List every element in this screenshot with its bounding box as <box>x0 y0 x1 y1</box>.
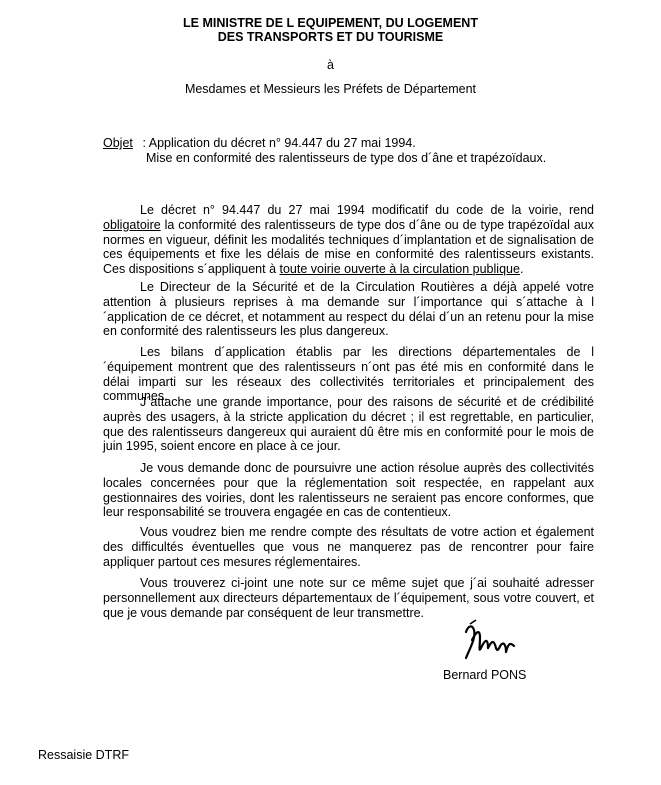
subject-line2: Mise en conformité des ralentisseurs de type dos d´âne et trapézoïdaux. <box>146 151 547 165</box>
signatory-name: Bernard PONS <box>443 668 527 682</box>
paragraph-1-emphasis-voirie: toute voirie ouverte à la circulation publique <box>279 262 520 277</box>
paragraph-6: Vous voudrez bien me rendre compte des résultats de votre action et également des difficultés éventuelles que vous ne manquerez pas de rencontrer pour faire appliquer partout ces mesures réglementaires. <box>103 525 594 569</box>
paragraph-2: Le Directeur de la Sécurité et de la Circulation Routières a déjà appelé votre attention à plusieurs reprises à ma demande sur l´importance qui s´attache à l´application de ce décret, et notamment au respect du délai d´un an retenu pour la mise en conformité des ralentisseurs les plus dangereux. <box>103 280 594 339</box>
paragraph-7: Vous trouverez ci-joint une note sur ce même sujet que j´ai souhaité adresser personnellement aux directeurs départementaux de l´équipement, sous votre couvert, et que je vous demande par conséquent de leur transmettre. <box>103 576 594 620</box>
paragraph-1-text-c: . <box>519 262 524 277</box>
sender-title-line1: LE MINISTRE DE L EQUIPEMENT, DU LOGEMENT <box>183 16 478 30</box>
paragraph-3: Les bilans d´application établis par les directions départementales de l´équipement montrent que des ralentisseurs n´ont pas été mis en conformité dans le délai imparti sur les réseaux des collectivités territoriales et principalement des communes. <box>103 345 594 404</box>
paragraph-1-text-b: la conformité des ralentisseurs de type dos d´âne ou de type trapézoïdal aux normes en vigueur, définit les modalités techniques d´implantation et de signalisation de ces équipements et fixe les délais de mise en conformité des ralentisseurs existants. Ces dispositions s´appliquent à <box>103 217 594 277</box>
subject-separator: : <box>142 136 146 150</box>
paragraph-1-text-a: Le décret n° 94.447 du 27 mai 1994 modificatif du code de la voirie, rend <box>140 203 594 217</box>
handwritten-signature <box>458 618 518 666</box>
paragraph-1 <box>103 203 594 277</box>
subject-label: Objet <box>103 136 133 150</box>
addressee: Mesdames et Messieurs les Préfets de Département <box>184 82 477 96</box>
paragraph-1-emphasis-obligatoire: obligatoire <box>103 217 161 232</box>
paragraph-5: Je vous demande donc de poursuivre une action résolue auprès des collectivités locales concernées pour que la réglementation soit respectée, en rappelant aux gestionnaires des voiries, dont les ralentisseurs ne seraient pas encore conformes, que leur responsabilité se trouvera engagée en cas de contentieux. <box>103 461 594 520</box>
subject-block <box>103 136 546 166</box>
paragraph-4: J´attache une grande importance, pour des raisons de sécurité et de crédibilité auprès des usagers, à la stricte application du décret ; il est regrettable, en particulier, que des ralentisseurs dangereux qui auraient dû être mis en conformité pour le mois de juin 1995, soient encore en place à ce jour. <box>103 395 594 454</box>
sender-title-line2: DES TRANSPORTS ET DU TOURISME <box>217 30 444 44</box>
preposition-a: à <box>327 58 334 72</box>
subject-line1: Application du décret n° 94.447 du 27 mai 1994. <box>148 136 416 150</box>
footer-note: Ressaisie DTRF <box>38 748 129 762</box>
